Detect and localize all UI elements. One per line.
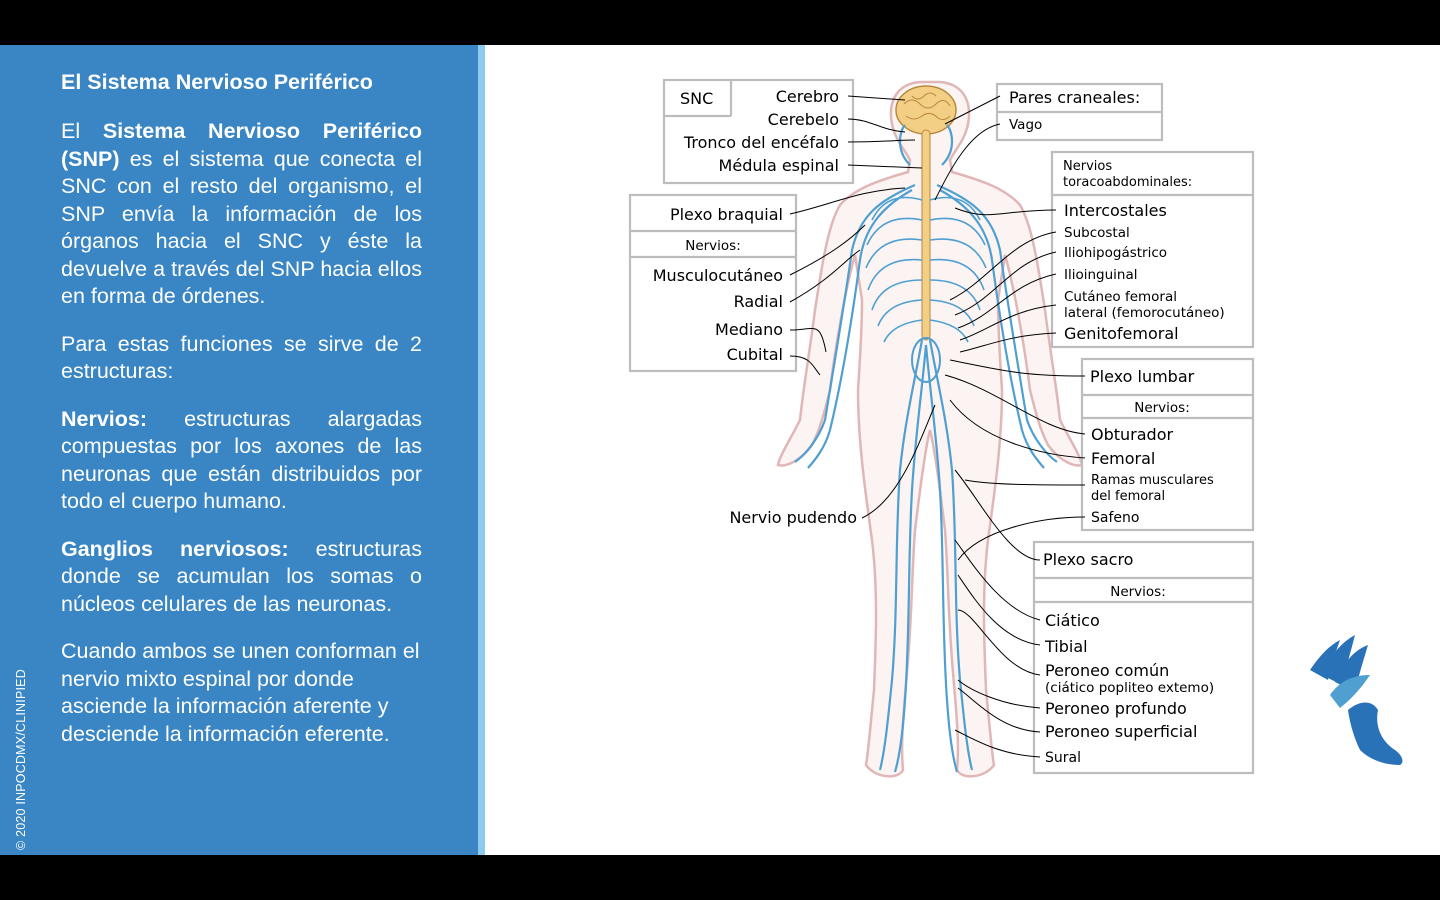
winged-foot-logo [1300,600,1410,770]
paragraph-structures: Para estas funciones se sirve de 2 estructuras: [61,331,422,383]
label-sural: Sural [1045,750,1081,766]
label-tibial: Tibial [1045,637,1088,656]
label-musculocutaneo: Musculocutáneo [652,266,783,285]
label-nervios-braquial: Nervios: [685,238,741,254]
label-iliohipogastrico: Iliohipogástrico [1064,245,1168,261]
label-plexo-lumbar: Plexo lumbar [1090,367,1195,386]
paragraph-nervios: Nervios: estructuras alargadas compuestas por los axones de las neuronas que están distribuidos por todo el cuerpo humano. [61,406,422,513]
label-ramas-1: Ramas musculares [1091,473,1214,488]
label-peroneo-superficial: Peroneo superficial [1045,722,1198,741]
slide-title: El Sistema Nervioso Periférico [61,70,373,94]
label-nervio-pudendo: Nervio pudendo [729,508,857,527]
label-cubital: Cubital [726,345,783,364]
label-medula: Médula espinal [718,156,839,175]
label-cutaneo-1: Cutáneo femoral [1064,289,1178,305]
label-peroneo-comun-2: (ciático popliteo extemo) [1045,680,1215,696]
label-peroneo-comun: Peroneo común [1045,661,1170,680]
label-ciatico: Ciático [1045,611,1100,630]
label-genitofemoral: Genitofemoral [1064,324,1179,343]
label-vago: Vago [1009,117,1043,133]
label-obturador: Obturador [1091,425,1174,444]
label-toraco-1: Nervios [1063,159,1113,174]
label-tronco: Tronco del encéfalo [683,133,839,152]
label-ilioinguinal: Ilioinguinal [1064,267,1138,283]
label-radial: Radial [733,292,783,311]
label-mediano: Mediano [715,320,783,339]
spinal-cord [922,130,930,340]
paragraph-ganglios: Ganglios nerviosos: estructuras donde se acumulan los somas o núcleos celulares de las neuronas. [61,536,422,616]
label-safeno: Safeno [1091,510,1140,526]
label-cutaneo-2: lateral (femorocutáneo) [1064,305,1225,321]
label-plexo-braquial: Plexo braquial [669,205,783,224]
label-femoral: Femoral [1091,449,1156,468]
label-pares: Pares craneales: [1009,88,1141,107]
label-intercostales: Intercostales [1064,201,1167,220]
label-ramas-2: del femoral [1091,489,1166,504]
paragraph-intro: El Sistema Nervioso Periférico (SNP) es el sistema que conecta el SNC con el resto del organismo, el SNP envía la información de los órganos hacia el SNC y éste la devuelve a través del SNP hacia ellos en forma de órdenes. [61,119,422,308]
paragraph-nervio-mixto: Cuando ambos se unen conforman el nervio mixto espinal por donde asciende la información aferente y desciende la información eferente. [61,639,420,746]
label-cerebro: Cerebro [775,87,839,106]
label-plexo-sacro: Plexo sacro [1043,550,1134,569]
label-subcostal: Subcostal [1064,225,1130,241]
copyright-notice: © 2020 INPOCDMX/CLINIPIED [14,669,28,850]
label-cerebelo: Cerebelo [767,110,839,129]
label-toraco-2: toracoabdominales: [1063,175,1193,190]
label-nervios-lumbar: Nervios: [1134,400,1190,416]
brain [896,86,956,134]
label-nervios-sacro: Nervios: [1110,584,1166,600]
label-peroneo-profundo: Peroneo profundo [1045,699,1187,718]
label-snc: SNC [680,89,714,108]
